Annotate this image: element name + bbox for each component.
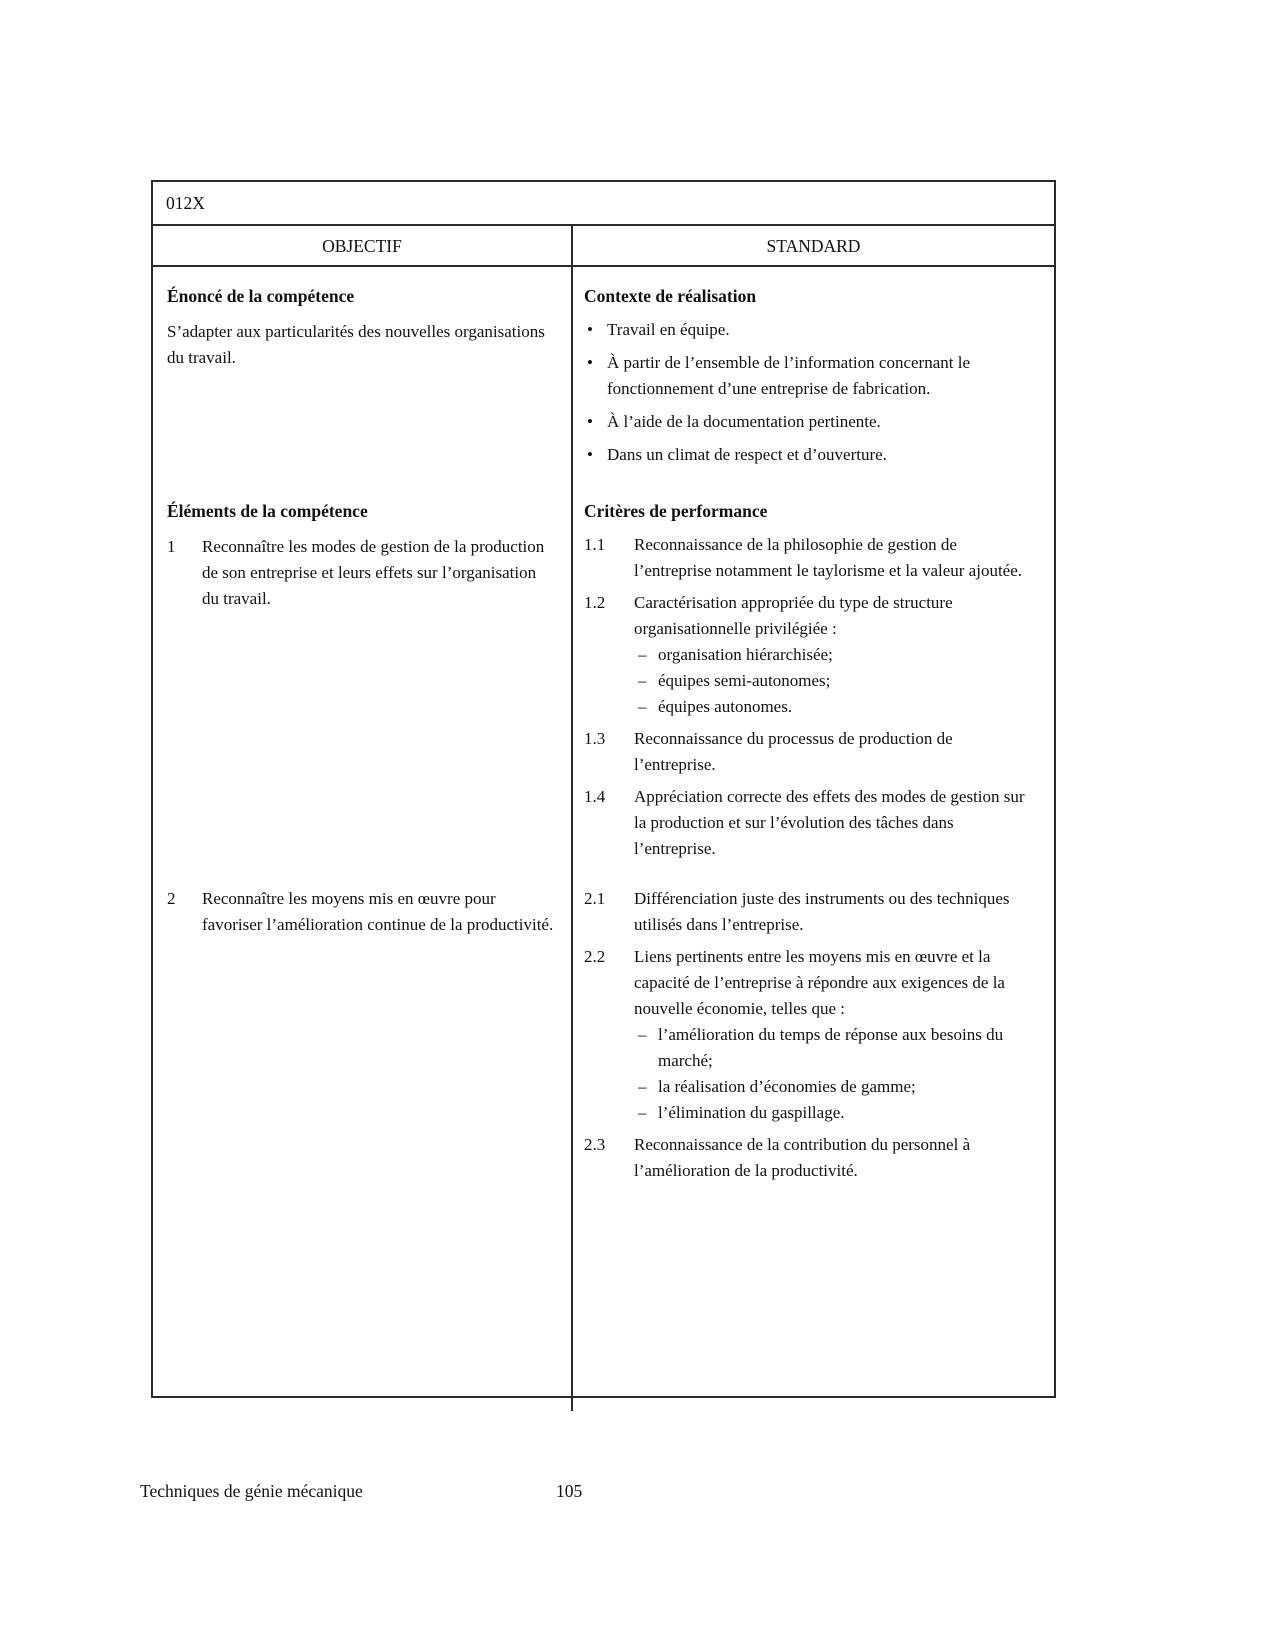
criterion-subitem: – la réalisation d’économies de gamme; [638,1074,1038,1100]
contexte-bullet: • Dans un climat de respect et d’ouverture. [584,442,1038,468]
criterion-number: 1.1 [584,535,606,554]
performance-criterion [584,726,1038,778]
criteres-title: Critères de performance [584,501,768,521]
criterion-subitem: – équipes autonomes. [638,694,1038,720]
element-text: Reconnaître les moyens mis en œuvre pour favoriser l’amélioration continue de la productivité. [202,889,554,934]
criterion-statement: Caractérisation appropriée du type de structure organisationnelle privilégiée : [634,593,953,638]
performance-criterion [584,784,1038,862]
criterion-statement: Liens pertinents entre les moyens mis en œuvre et la capacité de l’entreprise à répondre aux exigences de la nouvelle économie, telles que : [634,947,1005,1018]
element-number: 1 [167,537,176,556]
criterion-text [634,944,1038,1126]
enonce-text: S’adapter aux particularités des nouvelles organisations du travail. [167,322,545,367]
criteria-list-2 [584,886,1038,1184]
elements-section-2 [153,862,573,1396]
contexte-bullet: • À partir de l’ensemble de l’information concernant le fonctionnement d’une entreprise de fabrication. [584,350,1038,402]
unit-code: 012X [166,193,205,213]
competency-element [167,534,555,612]
criteres-section-1 [573,468,1054,862]
performance-criterion [584,1132,1038,1184]
contexte-title: Contexte de réalisation [584,286,757,306]
element-text: Reconnaître les modes de gestion de la production de son entreprise et leurs effets sur l’organisation du travail. [202,537,545,608]
criterion-number: 2.3 [584,1135,606,1154]
enonce-section [153,267,573,468]
footer-page-number: 105 [556,1481,583,1501]
footer-document-title: Techniques de génie mécanique [140,1481,363,1501]
criteria-list-1 [584,532,1038,862]
criterion-subitem: – organisation hiérarchisée; [638,642,1038,668]
table-body [153,267,1054,1396]
criterion-number: 2.1 [584,889,606,908]
criterion-text: Reconnaissance de la philosophie de gestion de l’entreprise notamment le taylorisme et la valeur ajoutée. [634,535,1023,580]
criterion-subitem: – l’amélioration du temps de réponse aux besoins du marché; [638,1022,1038,1074]
competency-table [151,180,1056,1398]
criterion-text: Reconnaissance du processus de production de l’entreprise. [634,729,953,774]
performance-criterion [584,944,1038,1126]
criterion-number: 1.3 [584,729,606,748]
criterion-subitem: – équipes semi-autonomes; [638,668,1038,694]
contexte-section [573,267,1054,468]
criteres-section-2 [573,862,1054,1396]
criterion-number: 1.2 [584,593,606,612]
criterion-text [634,590,1038,720]
contexte-bullet-list [584,317,1038,468]
contexte-bullet: • À l’aide de la documentation pertinente. [584,409,1038,435]
element-number: 2 [167,889,176,908]
criterion-number: 2.2 [584,947,606,966]
competency-element [167,886,555,938]
unit-code-row [153,182,1054,226]
criterion-text: Reconnaissance de la contribution du personnel à l’amélioration de la productivité. [634,1135,971,1180]
criterion-text: Appréciation correcte des effets des modes de gestion sur la production et sur l’évolution des tâches dans l’entreprise. [634,787,1025,858]
performance-criterion [584,590,1038,720]
performance-criterion [584,886,1038,938]
criterion-text: Différenciation juste des instruments ou des techniques utilisés dans l’entreprise. [634,889,1010,934]
performance-criterion [584,532,1038,584]
criterion-number: 1.4 [584,787,606,806]
contexte-bullet: • Travail en équipe. [584,317,1038,343]
enonce-title: Énoncé de la compétence [167,286,355,306]
elements-title: Éléments de la compétence [167,501,368,521]
column-header-objectif: OBJECTIF [153,226,573,265]
elements-section [153,468,573,862]
table-header-row [153,226,1054,267]
column-header-standard: STANDARD [766,235,861,256]
table-divider-tail [571,1398,573,1411]
criterion-subitem: – l’élimination du gaspillage. [638,1100,1038,1126]
